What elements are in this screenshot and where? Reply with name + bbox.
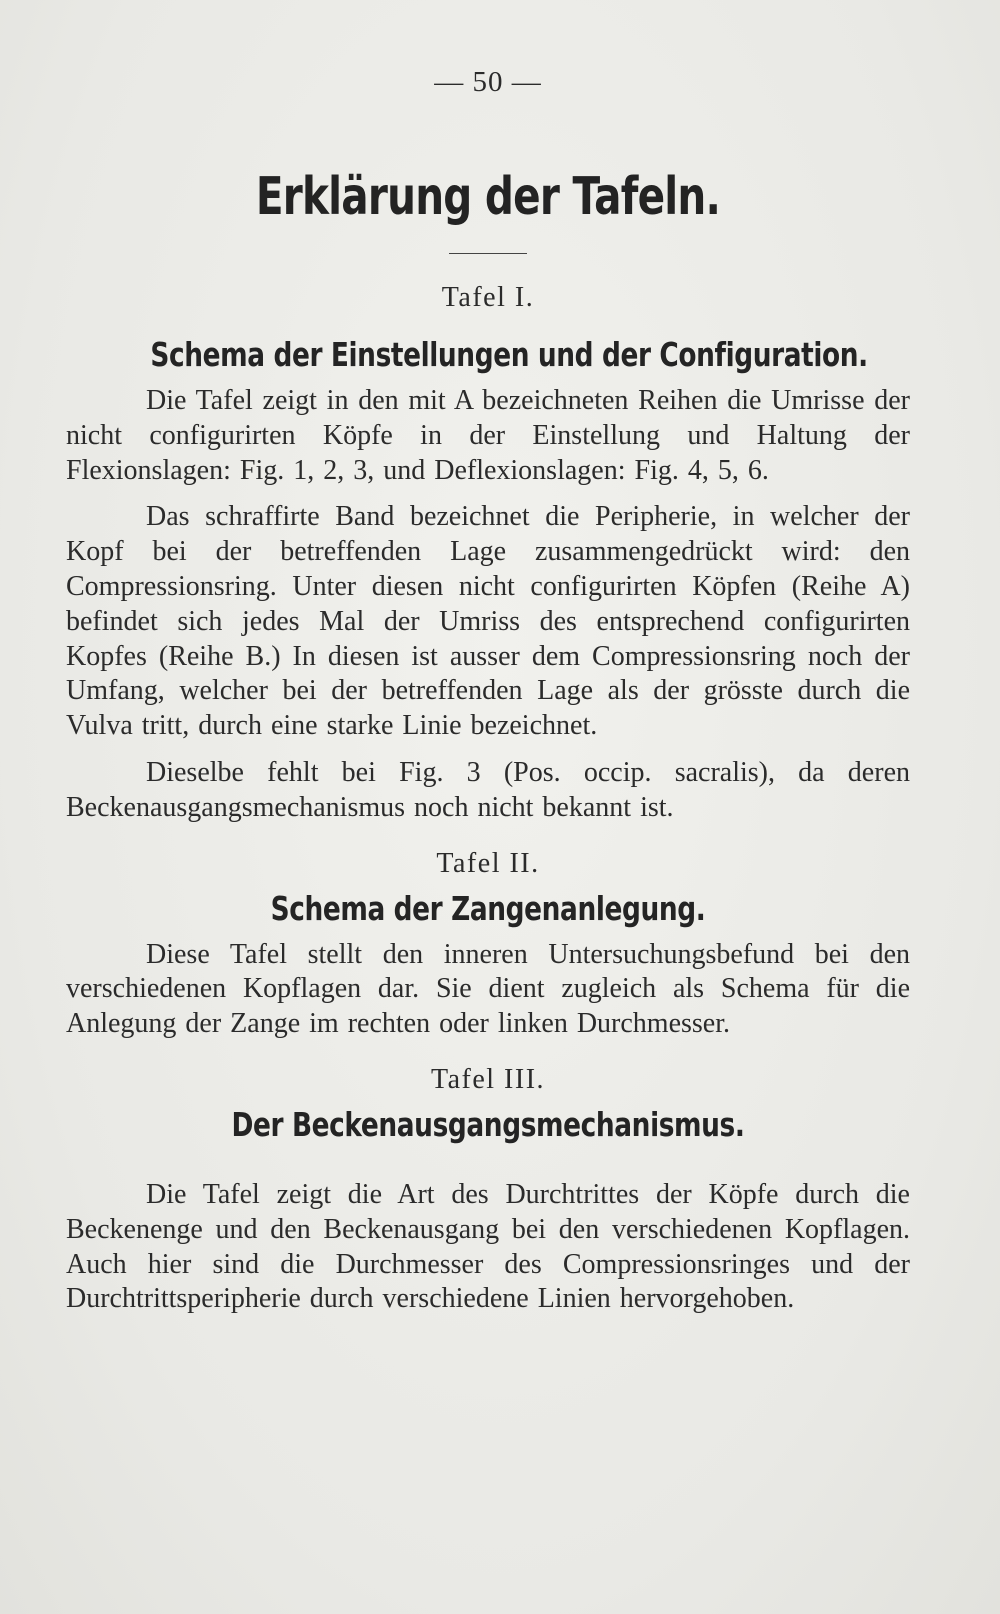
page-number: — 50 — [434,66,542,98]
tafel-2-heading: Schema der Zangenanlegung. [270,888,706,928]
tafel-1-paragraph-3: Dieselbe fehlt bei Fig. 3 (Pos. occip. sacralis), da deren Beckenausgangsmechanismus noch nicht bekannt ist. [66,756,910,823]
tafel-3-heading: Der Beckenausgangsmechanismus. [231,1104,745,1144]
page-title: Erklärung der Tafeln. [255,167,721,227]
tafel-1-paragraph-2: Das schraffirte Band bezeichnet die Peripherie, in welcher der Kopf bei der betreffenden Lage zusammengedrückt wird: den Compressionsring. Unter diesen nicht configurirten Köpfen (Reihe A) befindet sich jedes Mal der Umriss des entsprechend configurirten Kopfes (Reihe B.) In diesen ist ausser dem Compressionsring noch der Umfang, welcher bei der betreffenden Lage als der grösste durch die Vulva tritt, durch eine starke Linie bezeichnet. [66,501,910,742]
tafel-3-label: Tafel III. [430,1063,546,1095]
title-divider [449,253,527,254]
tafel-1-heading: Schema der Einstellungen und der Configuration. [150,335,868,374]
tafel-2-label: Tafel II. [436,847,540,879]
tafel-2-paragraph-1: Diese Tafel stellt den inneren Untersuchungsbefund bei den verschiedenen Kopflagen dar. Sie dient zugleich als Schema für die Anlegung der Zange im rechten oder linken Durchmesser. [66,938,910,1040]
tafel-1-paragraph-1: Die Tafel zeigt in den mit A bezeichneten Reihen die Umrisse der nicht configurirten Köpfe in der Einstellung und Haltung der Flexionslagen: Fig. 1, 2, 3, und Deflexionslagen: Fig. 4, 5, 6. [66,385,910,486]
tafel-3-paragraph-1: Die Tafel zeigt die Art des Durchtrittes der Köpfe durch die Beckenenge und den Beckenausgang bei den verschiedenen Kopflagen. Auch hier sind die Durchmesser des Compressionsringes und der Durchtrittsperipherie durch verschiedene Linien hervorgehoben. [66,1178,910,1315]
tafel-1-label: Tafel I. [441,282,535,313]
